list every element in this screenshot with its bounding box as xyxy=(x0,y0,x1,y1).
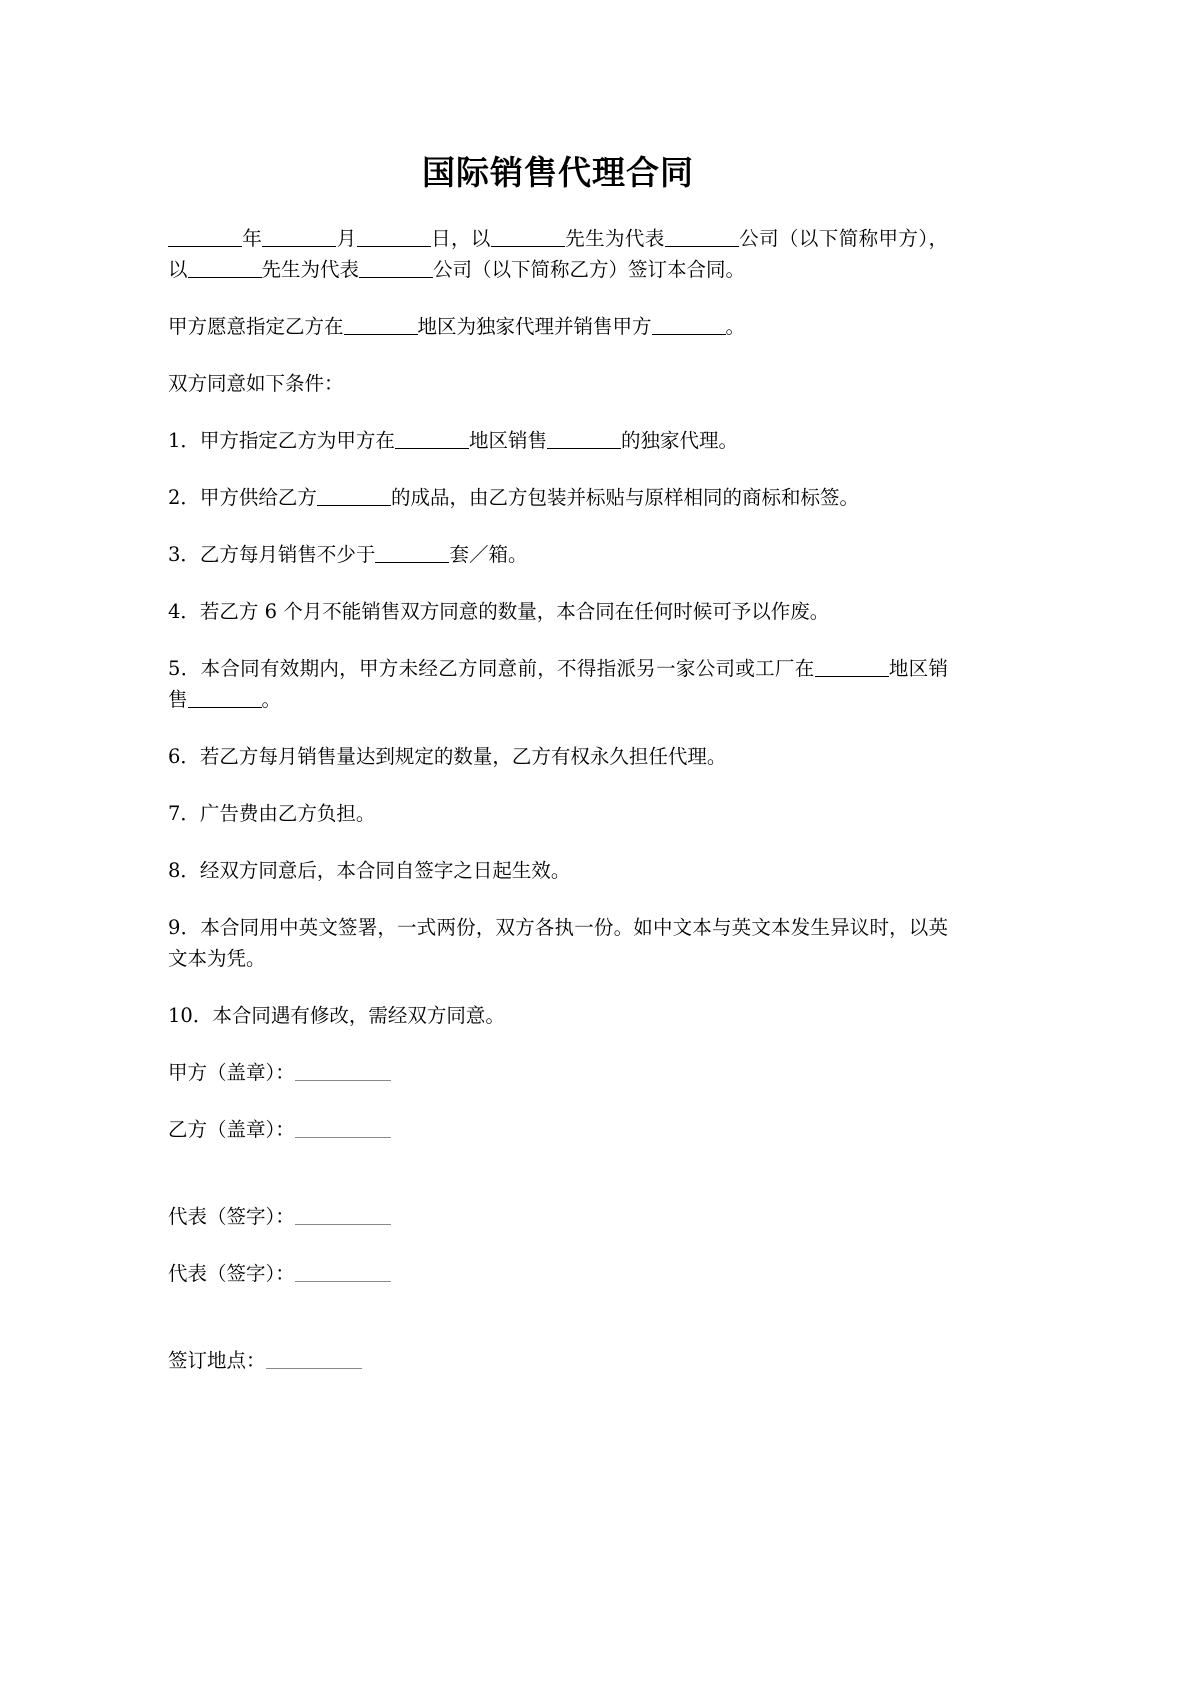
preamble-company-a-label: 公司（以下简称甲方），以 xyxy=(168,227,948,282)
preamble-rep-b-label: 先生为代表 xyxy=(261,258,360,282)
clause-3-part-1: 乙方每月销售不少于 xyxy=(199,543,376,567)
preamble-day-label: 日，以 xyxy=(430,227,491,251)
clause-2-part-2: 的成品，由乙方包装并标贴与原样相同的商标和标签。 xyxy=(390,486,859,510)
party-a-seal-line xyxy=(168,1057,948,1088)
party-a-seal-row xyxy=(168,1057,948,1088)
clause-8-number: 8． xyxy=(168,859,200,883)
clause-6-text xyxy=(168,741,948,772)
representative-label-1: 代表（签字）： xyxy=(168,1205,295,1229)
signing-place-line xyxy=(168,1345,948,1376)
clause-9-text xyxy=(168,912,948,974)
clause-2-product-blank[interactable] xyxy=(317,486,391,507)
document-content xyxy=(168,0,948,1402)
representative-blank-2[interactable] xyxy=(295,1262,391,1283)
party-b-seal-blank[interactable] xyxy=(295,1118,391,1139)
preamble-day-blank[interactable] xyxy=(357,227,431,248)
preamble-rep-b-blank[interactable] xyxy=(188,258,262,279)
clause-1-part-1: 甲方指定乙方为甲方在 xyxy=(199,429,395,453)
clause-2-text xyxy=(168,482,948,513)
title-spacer xyxy=(168,193,948,223)
preamble-paragraph xyxy=(168,223,948,285)
clause-2-part-1: 甲方供给乙方 xyxy=(199,486,317,510)
clause-7-text xyxy=(168,798,948,829)
signature-spacer-1 xyxy=(168,1171,948,1201)
preamble-text xyxy=(168,223,948,285)
preamble-month-label: 月 xyxy=(336,227,357,251)
preamble-year-label: 年 xyxy=(242,227,263,251)
clause-4 xyxy=(168,596,948,627)
clause-5-number: 5． xyxy=(168,657,201,681)
clause-4-body: 若乙方 6 个月不能销售双方同意的数量，本合同在任何时候可予以作废。 xyxy=(199,600,830,624)
clause-9-body: 本合同用中英文签署，一式两份，双方各执一份。如中文本与英文本发生异议时，以英文本为凭。 xyxy=(168,916,948,971)
clause-4-text xyxy=(168,596,948,627)
clause-10-number: 10． xyxy=(168,1004,213,1028)
appointment-part-3: 。 xyxy=(725,315,746,339)
clause-7 xyxy=(168,798,948,829)
clause-3-quantity-blank[interactable] xyxy=(375,543,449,564)
preamble-rep-a-blank[interactable] xyxy=(491,227,565,248)
clause-8 xyxy=(168,855,948,886)
clause-6-body: 若乙方每月销售量达到规定的数量，乙方有权永久担任代理。 xyxy=(199,745,727,769)
party-b-seal-row xyxy=(168,1114,948,1145)
preamble-year-blank[interactable] xyxy=(168,227,242,248)
clause-10-text xyxy=(168,1000,948,1031)
clause-6-number: 6． xyxy=(168,745,200,769)
clause-8-body: 经双方同意后，本合同自签字之日起生效。 xyxy=(199,859,571,883)
clause-1-part-2: 地区销售 xyxy=(468,429,547,453)
appointment-text xyxy=(168,311,948,342)
clause-4-number: 4． xyxy=(168,600,200,624)
clause-9-number: 9． xyxy=(168,916,201,940)
clause-7-body: 广告费由乙方负担。 xyxy=(199,802,376,826)
party-a-seal-label: 甲方（盖章）： xyxy=(168,1061,295,1085)
signature-spacer-2 xyxy=(168,1315,948,1345)
preamble-month-blank[interactable] xyxy=(262,227,336,248)
clause-3-text xyxy=(168,539,948,570)
clause-7-number: 7． xyxy=(168,802,200,826)
clause-5-part-2: 地区销售 xyxy=(168,657,948,712)
clause-1-part-3: 的独家代理。 xyxy=(620,429,738,453)
clause-5-part-1: 本合同有效期内，甲方未经乙方同意前，不得指派另一家公司或工厂在 xyxy=(200,657,815,681)
agreement-intro-paragraph xyxy=(168,368,948,399)
clause-1-territory-blank[interactable] xyxy=(395,429,469,450)
clause-3-number: 3． xyxy=(168,543,200,567)
representative-line-2 xyxy=(168,1258,948,1289)
appointment-product-blank[interactable] xyxy=(652,315,726,336)
signing-place-label: 签订地点： xyxy=(168,1349,266,1373)
agreement-intro-text: 双方同意如下条件： xyxy=(168,372,344,396)
clause-1 xyxy=(168,425,948,456)
representative-label-2: 代表（签字）： xyxy=(168,1262,295,1286)
appointment-part-1: 甲方愿意指定乙方在 xyxy=(168,315,344,339)
clause-10-body: 本合同遇有修改，需经双方同意。 xyxy=(212,1004,505,1028)
clause-1-product-blank[interactable] xyxy=(547,429,621,450)
preamble-rep-a-label: 先生为代表 xyxy=(564,227,665,251)
party-b-seal-label: 乙方（盖章）： xyxy=(168,1118,295,1142)
clause-6 xyxy=(168,741,948,772)
clause-3-part-2: 套／箱。 xyxy=(449,543,528,567)
appointment-territory-blank[interactable] xyxy=(344,315,418,336)
representative-line-1 xyxy=(168,1201,948,1232)
clause-9 xyxy=(168,912,948,974)
clause-5-part-3: 。 xyxy=(261,688,282,712)
clause-1-text xyxy=(168,425,948,456)
clause-10 xyxy=(168,1000,948,1031)
representative-blank-1[interactable] xyxy=(295,1205,391,1226)
representative-row-1 xyxy=(168,1201,948,1232)
clause-5-text xyxy=(168,653,948,715)
preamble-company-b-label: 公司（以下简称乙方）签订本合同。 xyxy=(433,258,746,282)
appointment-part-2: 地区为独家代理并销售甲方 xyxy=(417,315,652,339)
appointment-paragraph xyxy=(168,311,948,342)
clause-2 xyxy=(168,482,948,513)
clause-8-text xyxy=(168,855,948,886)
clause-5-territory-blank[interactable] xyxy=(815,657,889,678)
clause-5 xyxy=(168,653,948,715)
preamble-company-b-blank[interactable] xyxy=(359,258,433,279)
signing-place-row xyxy=(168,1345,948,1376)
representative-row-2 xyxy=(168,1258,948,1289)
party-a-seal-blank[interactable] xyxy=(295,1061,391,1082)
party-b-seal-line xyxy=(168,1114,948,1145)
preamble-company-a-blank[interactable] xyxy=(665,227,739,248)
clause-1-number: 1． xyxy=(168,429,200,453)
clause-3 xyxy=(168,539,948,570)
clause-2-number: 2． xyxy=(168,486,200,510)
clause-5-product-blank[interactable] xyxy=(188,688,262,709)
page-title: 国际销售代理合同 xyxy=(422,153,694,192)
signing-place-blank[interactable] xyxy=(266,1349,362,1370)
